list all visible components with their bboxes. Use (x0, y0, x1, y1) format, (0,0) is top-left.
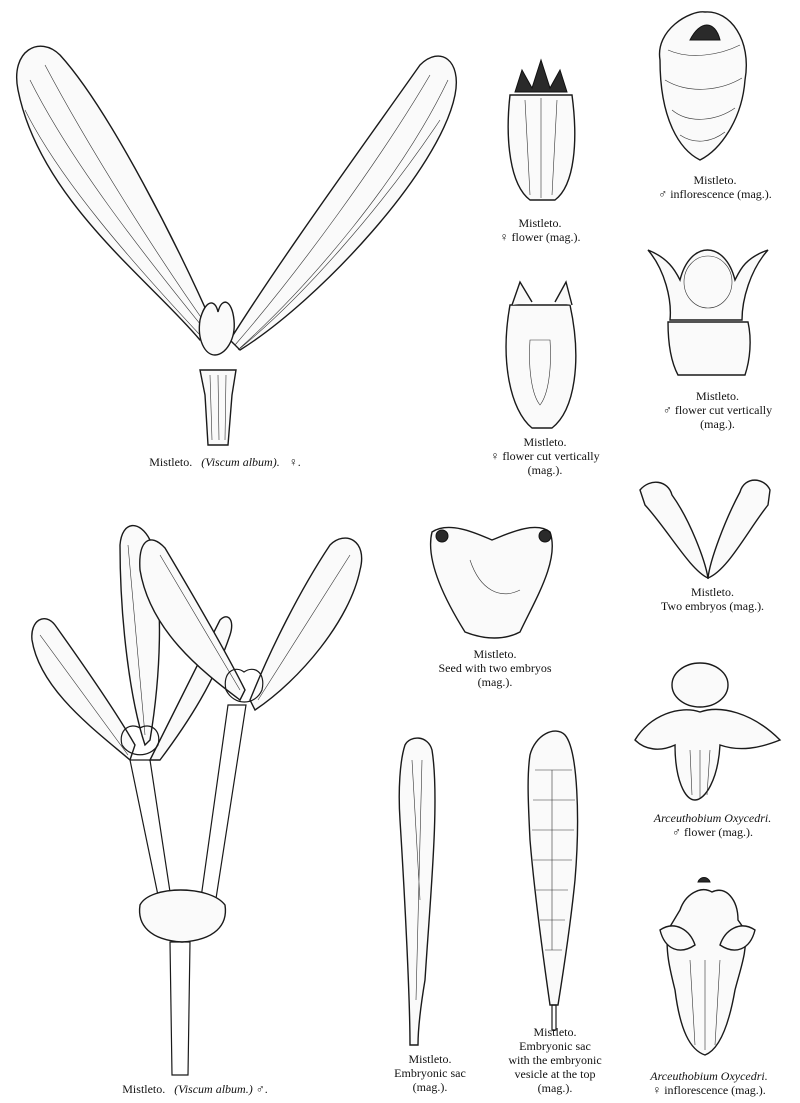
caption-fig7-line2: Seed with two embryos (438, 661, 552, 675)
caption-fig10-line1: Mistleto. (408, 1052, 452, 1066)
caption-fig11-line3: with the embryonic (508, 1053, 602, 1067)
caption-fig3-line2: ♂ inflorescence (mag.). (658, 187, 772, 201)
caption-fig2-line2: ♀ flower (mag.). (499, 230, 581, 244)
caption-fig6-line1: Mistleto. (690, 585, 734, 599)
mistletoe-male-sprig-drawing (32, 526, 362, 1075)
mistletoe-female-sprig-drawing (17, 46, 457, 445)
caption-fig8-title: Mistleto. (122, 1082, 166, 1096)
caption-fig12 (618, 1069, 800, 1097)
female-flower-drawing (508, 60, 575, 200)
embryonic-sac-vesicle-drawing (528, 731, 577, 1030)
caption-fig4-line2: ♀ flower cut vertically (490, 449, 600, 463)
male-inflorescence-drawing (660, 12, 747, 160)
caption-fig2-line1: Mistleto. (518, 216, 562, 230)
arceuthobium-male-flower-drawing (635, 663, 780, 800)
caption-fig5 (635, 389, 800, 431)
caption-fig6-line2: Two embryos (mag.). (660, 599, 765, 613)
caption-fig5-line1: Mistleto. (695, 389, 739, 403)
caption-fig11 (490, 1025, 620, 1095)
female-flower-section-drawing (506, 282, 576, 428)
caption-fig6 (630, 585, 795, 613)
two-embryos-drawing (640, 480, 770, 578)
embryonic-sac-drawing (399, 738, 435, 1045)
caption-fig8-species: (Viscum album.) (174, 1082, 253, 1096)
caption-fig1-title: Mistleto. (149, 455, 193, 469)
caption-fig9 (625, 811, 800, 839)
caption-fig8 (90, 1082, 300, 1096)
caption-fig1-sex: ♀. (288, 455, 301, 469)
caption-fig1-species: (Viscum album). (201, 455, 280, 469)
caption-fig7-line1: Mistleto. (473, 647, 517, 661)
caption-fig11-line5: (mag.). (537, 1081, 573, 1095)
arceuthobium-female-inflorescence-drawing (660, 878, 755, 1056)
caption-fig2 (480, 216, 600, 244)
caption-fig3-line1: Mistleto. (693, 173, 737, 187)
male-flower-section-drawing (648, 250, 768, 375)
caption-fig7 (415, 647, 575, 689)
seed-drawing (431, 527, 553, 638)
caption-fig11-line1: Mistleto. (533, 1025, 577, 1039)
caption-fig12-line1: Arceuthobium Oxycedri. (650, 1069, 768, 1083)
caption-fig4-line3: (mag.). (527, 463, 563, 477)
caption-fig10 (375, 1052, 485, 1094)
caption-fig4-line1: Mistleto. (523, 435, 567, 449)
caption-fig1 (110, 455, 340, 469)
caption-fig11-line4: vesicle at the top (514, 1067, 596, 1081)
caption-fig9-line1: Arceuthobium Oxycedri. (653, 811, 772, 825)
caption-fig4 (465, 435, 625, 477)
caption-fig7-line3: (mag.). (477, 675, 513, 689)
caption-fig8-sex: ♂. (255, 1082, 268, 1096)
caption-fig5-line3: (mag.). (700, 417, 735, 431)
caption-fig3 (630, 173, 800, 201)
caption-fig9-line2: ♂ flower (mag.). (672, 825, 753, 839)
caption-fig10-line3: (mag.). (412, 1080, 448, 1094)
caption-fig5-line2: ♂ flower cut vertically (662, 403, 773, 417)
caption-fig12-line2: ♀ inflorescence (mag.). (652, 1083, 766, 1097)
caption-fig11-line2: Embryonic sac (519, 1039, 591, 1053)
caption-fig10-line2: Embryonic sac (394, 1066, 466, 1080)
